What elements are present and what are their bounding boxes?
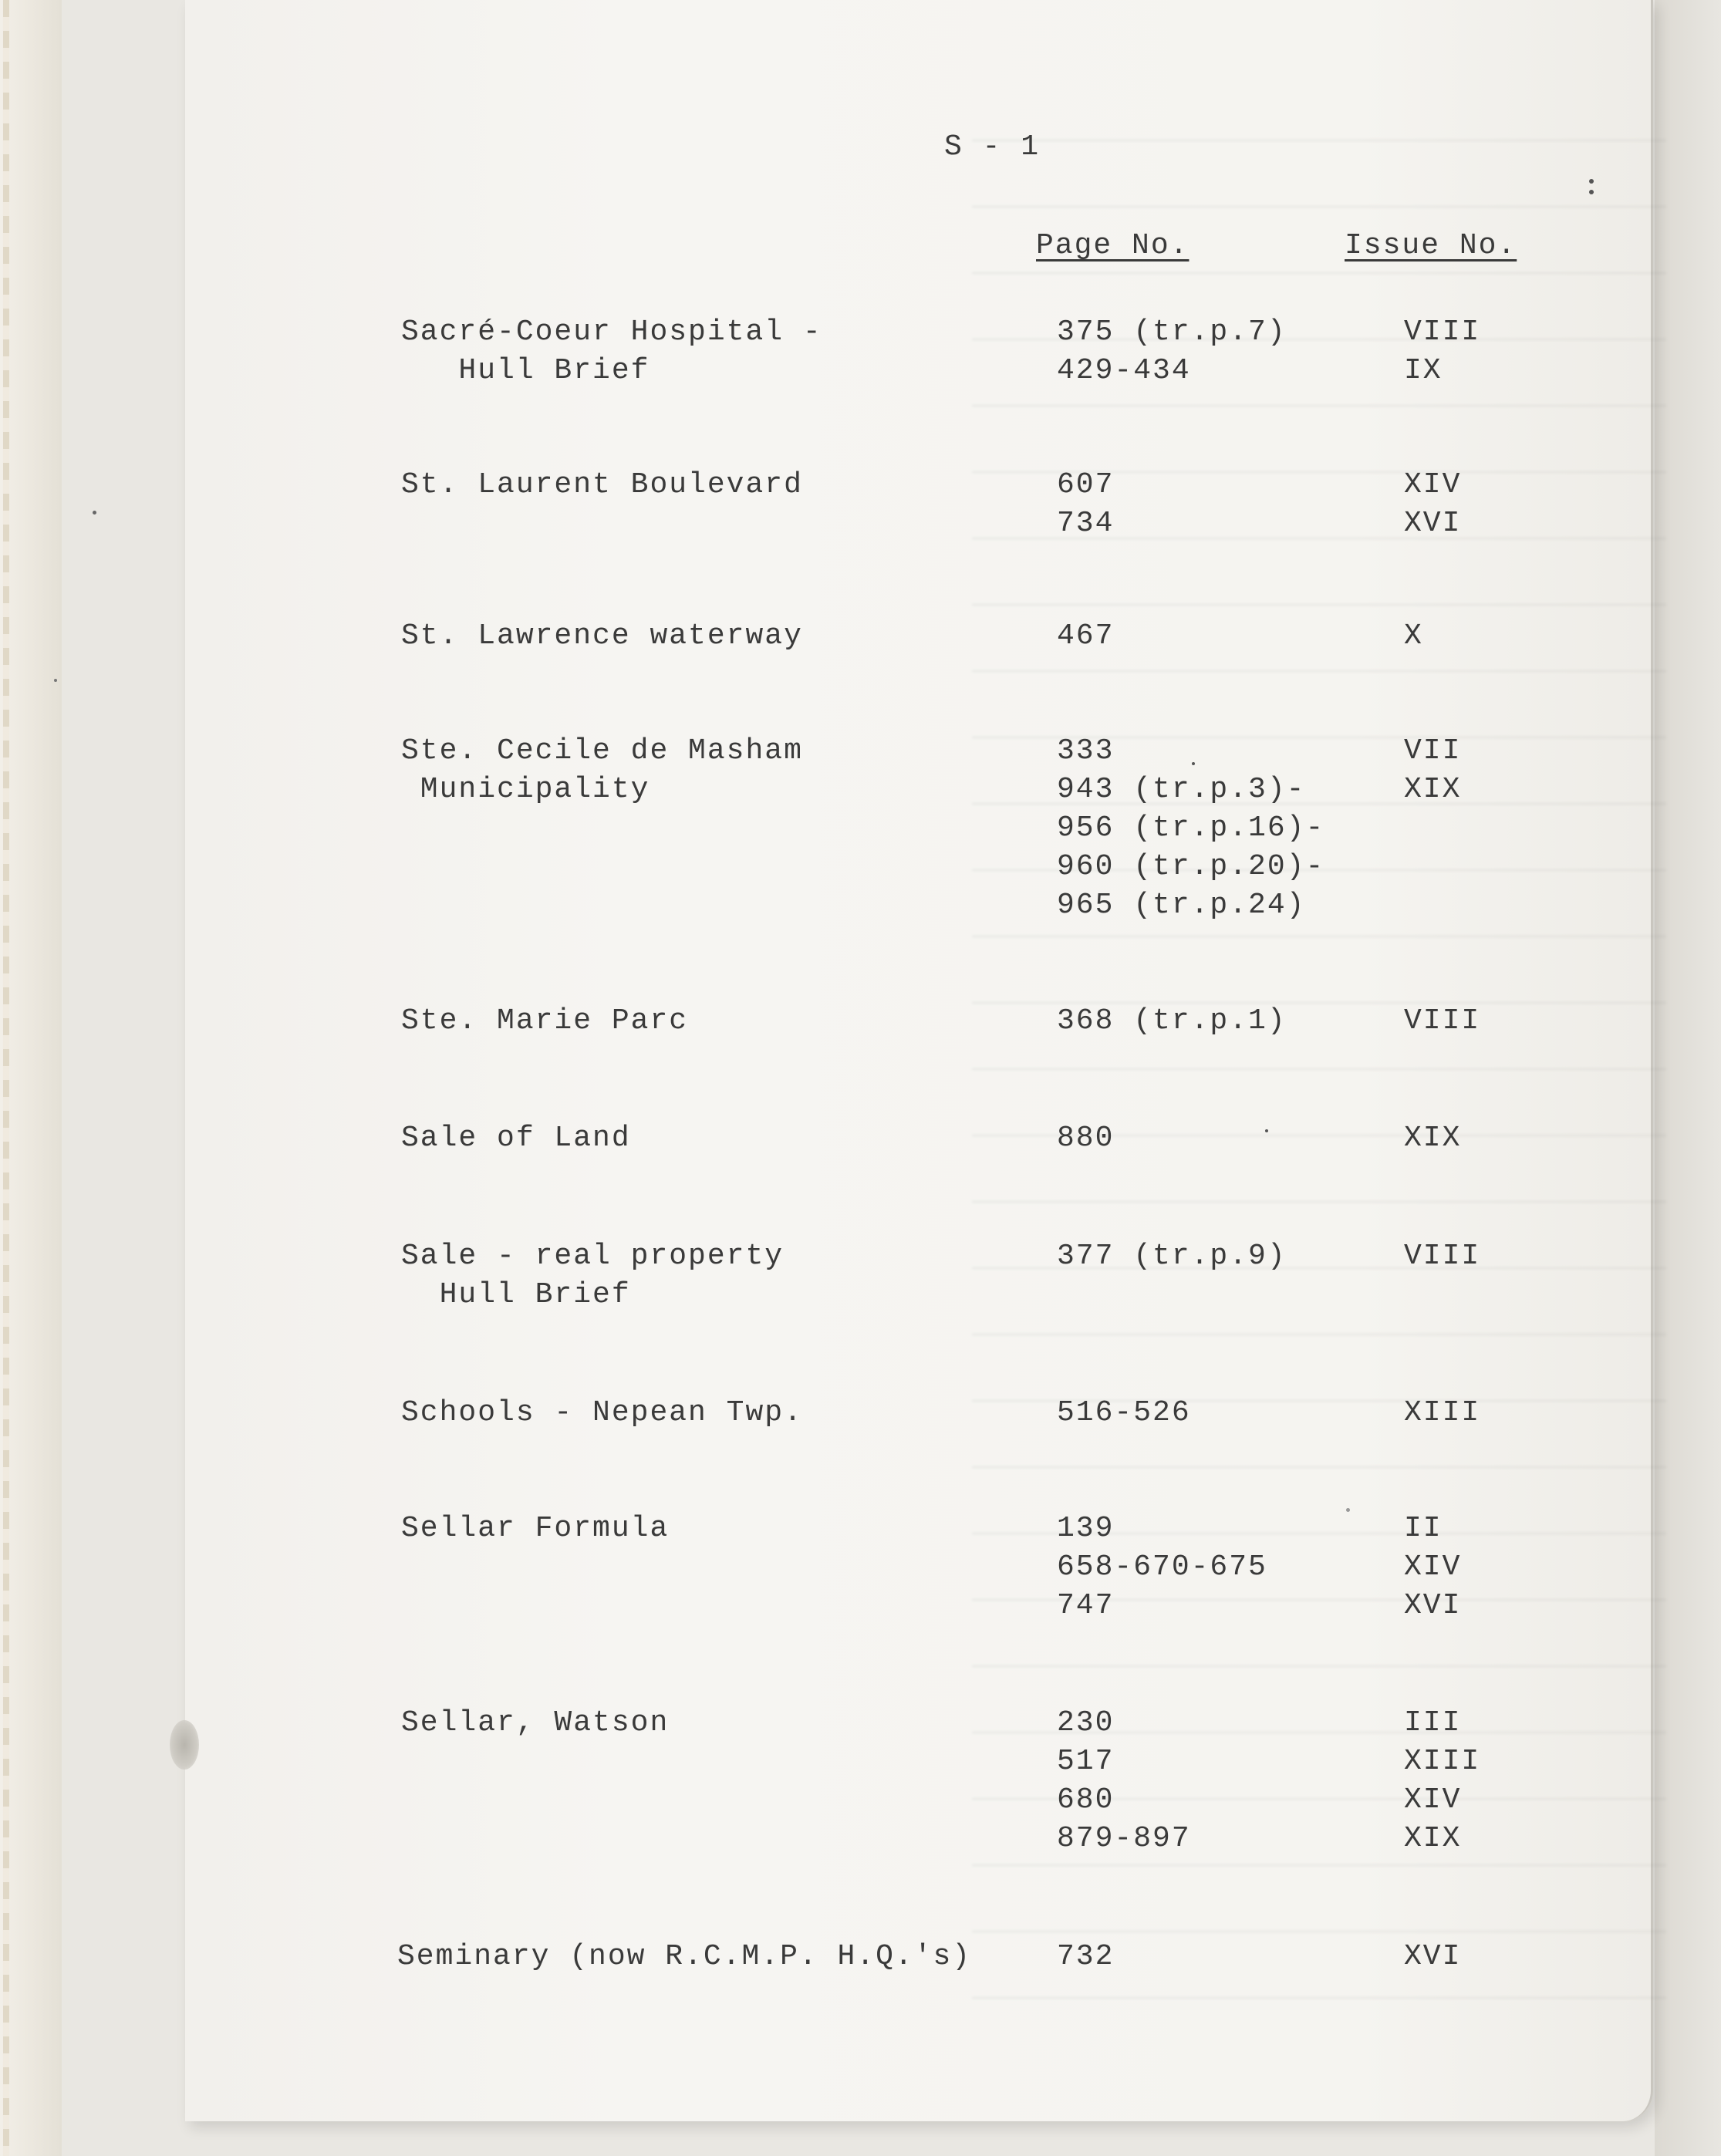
- issue-ref: XIV: [1404, 468, 1462, 501]
- page-ref: 658-670-675: [1057, 1550, 1267, 1584]
- issue-ref: XVI: [1404, 1589, 1462, 1622]
- page-ref: 747: [1057, 1589, 1115, 1622]
- subject-line: Hull Brief: [401, 1278, 631, 1311]
- page-ref: 680: [1057, 1783, 1115, 1817]
- page-ref: 607: [1057, 468, 1115, 501]
- paper-stain: [170, 1720, 199, 1770]
- speck: [93, 511, 96, 515]
- page-ref: 467: [1057, 619, 1115, 653]
- page-ref: 956 (tr.p.16)-: [1057, 811, 1325, 845]
- issue-ref: III: [1404, 1706, 1462, 1739]
- page-fold: [3, 0, 9, 2156]
- issue-ref: X: [1404, 619, 1423, 653]
- subject-line: Sellar, Watson: [401, 1706, 670, 1739]
- issue-ref: XIX: [1404, 773, 1462, 806]
- subject-line: Municipality: [401, 773, 650, 806]
- subject-line: Seminary (now R.C.M.P. H.Q.'s): [397, 1940, 972, 1973]
- page-ref: 517: [1057, 1745, 1115, 1778]
- document-page: [185, 0, 1653, 2121]
- page-no-header: Page No.: [1036, 229, 1190, 262]
- issue-ref: XVI: [1404, 1940, 1462, 1973]
- issue-ref: XIX: [1404, 1122, 1462, 1155]
- subject-line: St. Laurent Boulevard: [401, 468, 803, 501]
- issue-no-header: Issue No.: [1345, 229, 1517, 262]
- page-ref: 734: [1057, 507, 1115, 540]
- speck: [1265, 1129, 1268, 1132]
- issue-ref: XIII: [1404, 1396, 1481, 1429]
- page-ref: 368 (tr.p.1): [1057, 1004, 1287, 1038]
- page-ref: 429-434: [1057, 354, 1191, 387]
- page-ref: 377 (tr.p.9): [1057, 1240, 1287, 1273]
- page-ref: 516-526: [1057, 1396, 1191, 1429]
- subject-line: Sale - real property: [401, 1240, 785, 1273]
- issue-ref: XIV: [1404, 1783, 1462, 1817]
- issue-ref: XIX: [1404, 1822, 1462, 1855]
- page-ref: 879-897: [1057, 1822, 1191, 1855]
- page-ref: 943 (tr.p.3)-: [1057, 773, 1306, 806]
- subject-line: Ste. Cecile de Masham: [401, 734, 803, 768]
- issue-ref: II: [1404, 1512, 1443, 1545]
- page-ref: 732: [1057, 1940, 1115, 1973]
- issue-ref: XIII: [1404, 1745, 1481, 1778]
- page-ref: 880: [1057, 1122, 1115, 1155]
- page-ref: 230: [1057, 1706, 1115, 1739]
- subject-line: Hull Brief: [401, 354, 650, 387]
- subject-line: Sale of Land: [401, 1122, 631, 1155]
- issue-ref: VIII: [1404, 1004, 1481, 1038]
- issue-ref: VIII: [1404, 315, 1481, 349]
- speck: [1589, 179, 1594, 184]
- page-ref: 139: [1057, 1512, 1115, 1545]
- issue-ref: IX: [1404, 354, 1443, 387]
- speck: [1589, 190, 1594, 194]
- subject-line: Sellar Formula: [401, 1512, 670, 1545]
- issue-ref: XIV: [1404, 1550, 1462, 1584]
- speck: [1346, 1508, 1350, 1512]
- page-ref: 375 (tr.p.7): [1057, 315, 1287, 349]
- issue-ref: VII: [1404, 734, 1462, 768]
- subject-line: Sacré-Coeur Hospital -: [401, 315, 822, 349]
- page-ref: 333: [1057, 734, 1115, 768]
- page-ref: 960 (tr.p.20)-: [1057, 850, 1325, 883]
- page-ref: 965 (tr.p.24): [1057, 889, 1306, 922]
- subject-line: St. Lawrence waterway: [401, 619, 803, 653]
- page-label: S - 1: [944, 130, 1041, 164]
- speck: [1192, 762, 1195, 765]
- scan-left-margin: [0, 0, 62, 2156]
- subject-line: Schools - Nepean Twp.: [401, 1396, 803, 1429]
- issue-ref: XVI: [1404, 507, 1462, 540]
- subject-line: Ste. Marie Parc: [401, 1004, 689, 1038]
- issue-ref: VIII: [1404, 1240, 1481, 1273]
- speck: [54, 679, 57, 682]
